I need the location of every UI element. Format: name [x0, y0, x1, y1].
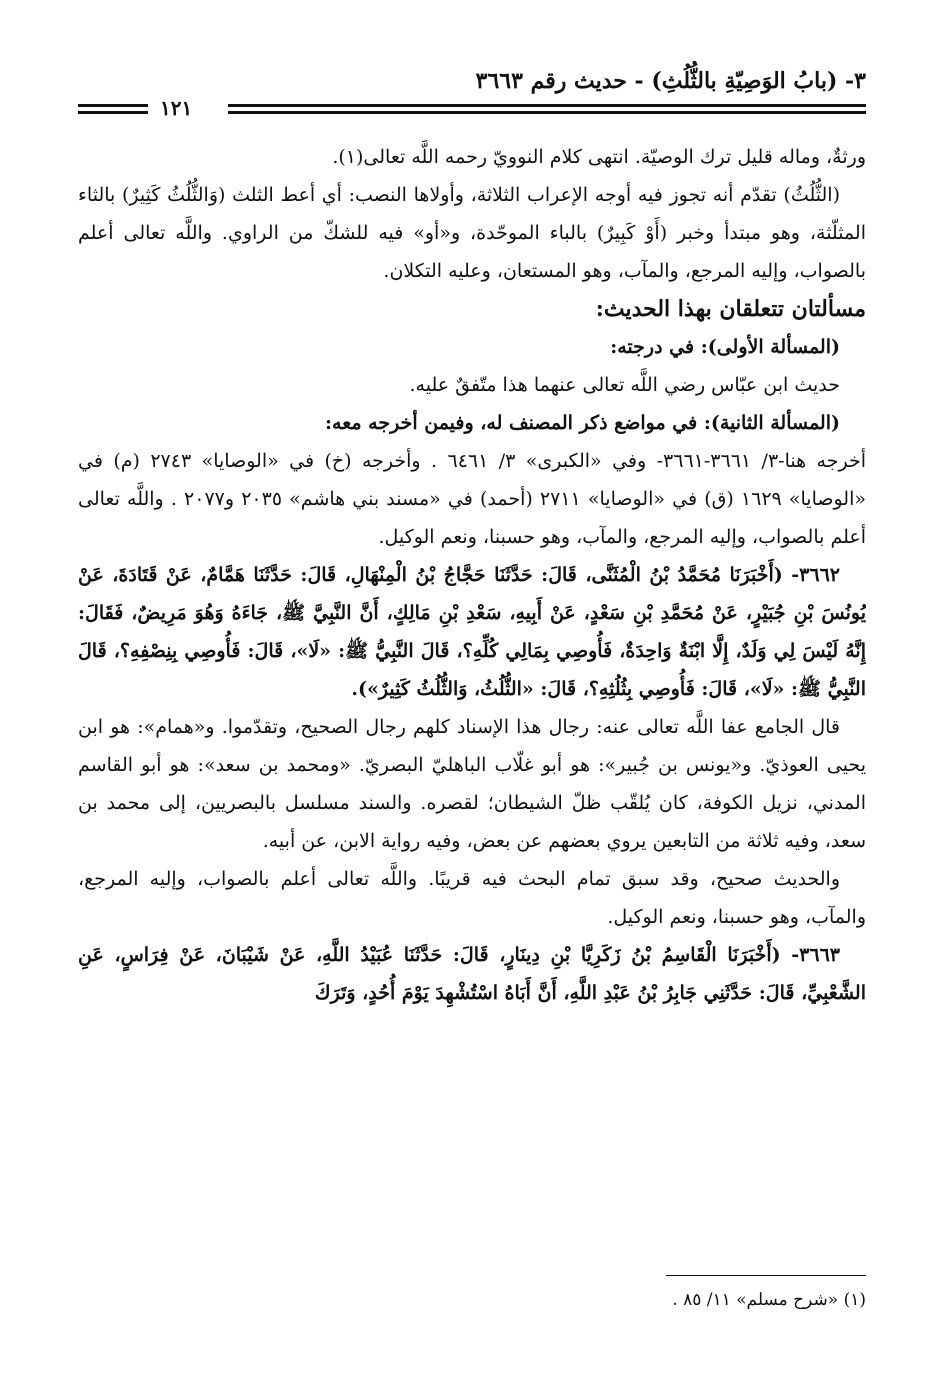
paragraph: حديث ابن عبّاس رضي اللَّه تعالى عنهما هذا متّفقٌ عليه. [409, 374, 840, 396]
subheading-second-issue: (المسألة الثانية): في مواضع ذكر المصنف له، وفيمن أخرجه معه: [325, 412, 840, 434]
running-title: ٣- (بابُ الوَصِيّةِ بالثُّلُثِ) - حديث رقم ٣٦٦٣ [475, 68, 866, 94]
page-header [78, 68, 866, 128]
header-rule-right [228, 104, 866, 114]
paragraph: قال الجامع عفا اللَّه تعالى عنه: رجال هذا الإسناد كلهم رجال الصحيح، وتقدّموا. و«همام»: هو ابن يحيى العوذيّ. و«يونس بن جُبير»: هو أبو غلّاب الباهليّ البصريّ. «ومحمد بن سعد»: هو أبو القاسم المدني، نزيل الكوفة، كان يُلقّب ظلّ الشيطان؛ لقصره. والسند مسلسل بالبصريين، إلى محمد بن سعد، وفيه ثلاثة من التابعين يروي بعضهم عن بعض، وفيه رواية الابن، عن أبيه. [78, 716, 866, 852]
page-number: ١٢١ [160, 96, 193, 120]
paragraph: ورثةٌ، وماله قليل ترك الوصيّة. انتهى كلام النوويّ رحمه اللَّه تعالى(١). [332, 146, 866, 168]
header-rule-left [78, 104, 148, 114]
hadith-text: ٣٦٦٣- (أَخْبَرَنَا الْقَاسِمُ بْنُ زَكَرِيَّا بْنِ دِينَارٍ، قَالَ: حَدَّثَنَا عُبَيْدُ اللَّهِ، عَنْ شَيْبَانَ، عَنْ فِرَاسٍ، عَنِ الشَّعْبِيِّ، قَالَ: حَدَّثَنِي جَابِرُ بْنُ عَبْدِ اللَّهِ، أَنَّ أَبَاهُ اسْتُشْهِدَ يَوْمَ أُحُدٍ، وَتَرَكَ [78, 944, 866, 1004]
header-rule [78, 96, 866, 120]
footnote-separator [666, 1275, 866, 1276]
main-text [78, 138, 866, 1268]
hadith-text: ٣٦٦٢- (أَخْبَرَنَا مُحَمَّدُ بْنُ الْمُثَنَّى، قَالَ: حَدَّثَنَا حَجَّاجُ بْنُ الْمِنْهَالِ، قَالَ: حَدَّثَنَا هَمَّامٌ، عَنْ قَتَادَةَ، عَنْ يُونُسَ بْنِ جُبَيْرٍ، عَنْ مُحَمَّدِ بْنِ سَعْدٍ، عَنْ أَبِيهِ، سَعْدِ بْنِ مَالِكٍ، أَنَّ النَّبِيَّ ﷺ، جَاءَهُ وَهُوَ مَرِيضٌ، فَقَالَ: إِنَّهُ لَيْسَ لِي وَلَدٌ، إِلَّا ابْنَةٌ وَاحِدَةٌ، فَأُوصِي بِمَالِي كُلِّهِ؟، قَالَ النَّبِيُّ ﷺ: «لَا»، قَالَ: فَأُوصِي بِنِصْفِهِ؟، قَالَ النَّبِيُّ ﷺ: «لَا»، قَالَ: فَأُوصِي بِثُلُثِهِ؟، قَالَ: «الثُّلُثُ، وَالثُّلُثُ كَثِيرٌ»). [78, 564, 866, 700]
paragraph: أخرجه هنا-٣/ ٣٦٦١-٣٦٦١- وفي «الكبرى» ٣/ ٦٤٦١ . وأخرجه (خ) في «الوصايا» ٢٧٤٣ (م) في «الوصايا» ١٦٢٩ (ق) في «الوصايا» ٢٧١١ (أحمد) في «مسند بني هاشم» ٢٠٣٥ و٢٠٧٧ . واللَّه تعالى أعلم بالصواب، وإليه المرجع، والمآب، وهو حسبنا، ونعم الوكيل. [78, 450, 866, 548]
subheading-first-issue: (المسألة الأولى): في درجته: [610, 336, 840, 358]
paragraph: والحديث صحيح، وقد سبق تمام البحث فيه قريبًا. واللَّه تعالى أعلم بالصواب، وإليه المرجع، والمآب، وهو حسبنا، ونعم الوكيل. [78, 868, 866, 928]
section-heading: مسألتان تتعلقان بهذا الحديث: [595, 296, 866, 322]
footnote: (١) «شرح مسلم» ١١/ ٨٥ . [672, 1290, 866, 1310]
paragraph: (الثُّلُثُ) تقدّم أنه تجوز فيه أوجه الإعراب الثلاثة، وأولاها النصب: أي أعط الثلث (وَالثُّلُثُ كَثِيرٌ) بالثاء المثلّثة، وهو مبتدأ وخبر (أَوْ كَبِيرٌ) بالباء الموحّدة، و«أو» فيه للشكّ من الراوي. واللَّه تعالى أعلم بالصواب، وإليه المرجع، والمآب، وهو المستعان، وعليه التكلان. [78, 184, 866, 282]
